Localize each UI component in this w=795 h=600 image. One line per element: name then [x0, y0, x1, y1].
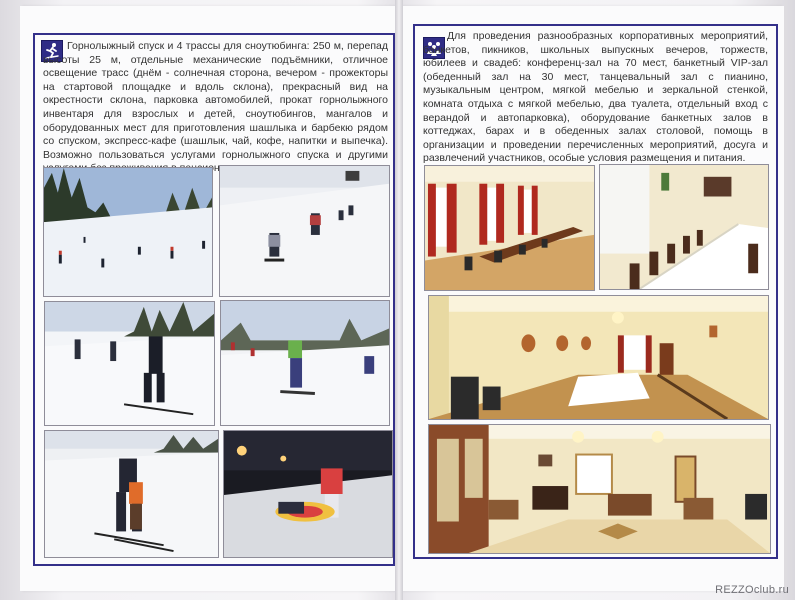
- page-fold: [395, 0, 403, 600]
- snowtubing-night-photo: [223, 430, 393, 558]
- snowboarders-photo: [219, 165, 390, 297]
- conference-hall-photo: [424, 165, 595, 291]
- lounge-hall-photo: [428, 424, 771, 554]
- dining-hall-photo: [428, 295, 769, 420]
- father-child-ski-photo: [44, 430, 219, 558]
- watermark: REZZOclub.ru: [715, 584, 789, 596]
- skiers-photo: [44, 301, 215, 426]
- banquet-hall-photo: [599, 164, 769, 290]
- slope-description: Горнолыжный спуск и 4 трассы для сноутюбинга: 250 м, перепад высоты 25 м, отдельные механические подъёмники, отличное освещение трасс (днём - солнечная сторона, вечером - прожекторы на стартовой площадке и вдоль склона), прекрасный вид на окрестности склона, парковка автомобилей, прокат горнолыжного инвентаря для взрослых и детей, сноутюбингов, мангалов и оборудованных мест для приготовления шашлыка и барбекю рядом со спуском, экспресс-кафе (шашлык, чай, кофе, напитки и выпечка). Возможно пользоваться услугами горнолыжного спуска и другими: [43, 40, 388, 161]
- snowboarder-photo: [220, 300, 390, 426]
- ski-slope-photo: [43, 167, 213, 297]
- events-description: Для проведения разнообразных корпоративных мероприятий, банкетов, пикников, школьных выпускных вечеров, торжеств, юбилеев и свадеб: конференц-зал на 70 мест, банкетный VIP-зал (обеденный зал на 30 мест, танцевальный зал с пианино, музыкальным центром, мягкой мебелью и зеркальной стенкой, комната отдыха с мягкой мебелью, два туалета, отдельный вход с верандой и автопарковка), оборудование банкетных залов в коттеджах, барах и в обеденных залах столовой, помощь в организации и проведении перечисленных мероприятий, досуга и развлечений участников, особые условия размещения и питания.: [423, 30, 768, 165]
